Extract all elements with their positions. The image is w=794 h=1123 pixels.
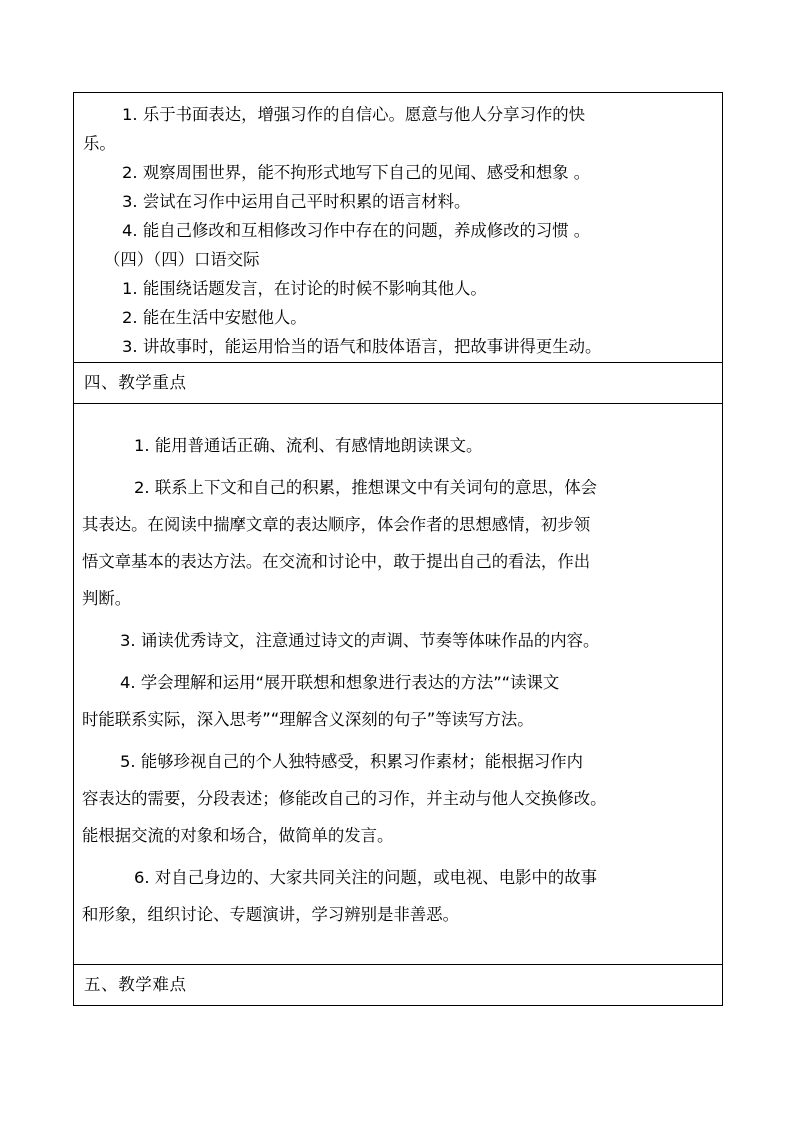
table-row [74,965,723,1006]
table-row [74,93,723,363]
key-point-1: 1. 能用普通话正确、流利、有感情地朗读课文。 [134,436,483,455]
section-four-content-cell [74,404,723,965]
section-three-goals-cell [74,93,723,363]
goal-writing-1: 1. 乐于书面表达，增强习作的自信心。愿意与他人分享习作的快 [122,105,585,124]
section-five-heading: 五、教学难点 [84,975,187,994]
key-point-6-cont: 和形象，组织讨论、专题演讲，学习辨别是非善恶。 [82,905,459,924]
goal-writing-2: 2. 观察周围世界，能不拘形式地写下自己的见闻、感受和想象 。 [122,163,591,182]
goal-writing-4: 4. 能自己修改和互相修改习作中存在的问题，养成修改的习惯 。 [122,221,591,240]
key-point-2-cont-a: 其表达。在阅读中揣摩文章的表达顺序，体会作者的思想感情，初步领 [82,515,591,534]
section-five-heading-cell [74,965,723,1006]
section-four-heading-cell [74,363,723,404]
goal-oral-1: 1. 能围绕话题发言，在讨论的时候不影响其他人。 [122,279,487,298]
goal-oral-2: 2. 能在生活中安慰他人。 [122,308,307,327]
table-row [74,363,723,404]
key-point-6: 6. 对自己身边的、大家共同关注的问题，或电视、电影中的故事 [134,868,597,887]
key-point-2: 2. 联系上下文和自己的积累，推想课文中有关词句的意思，体会 [134,478,597,497]
goal-writing-3: 3. 尝试在习作中运用自己平时积累的语言材料。 [122,192,471,211]
goal-oral-3: 3. 讲故事时，能运用恰当的语气和肢体语言，把故事讲得更生动。 [122,337,602,356]
key-point-2-cont-b: 悟文章基本的表达方法。在交流和讨论中，敢于提出自己的看法，作出 [82,552,591,571]
lesson-plan-table [73,92,723,1006]
key-point-5-cont-b: 能根据交流的对象和场合，做简单的发言。 [82,826,394,845]
goal-writing-1-cont: 乐。 [83,134,116,153]
section-four-heading: 四、教学重点 [84,373,187,392]
key-point-3: 3. 诵读优秀诗文，注意通过诗文的声调、节奏等体味作品的内容。 [120,631,600,650]
key-point-2-cont-c: 判断。 [82,589,132,608]
table-row [74,404,723,965]
key-point-4-cont: 时能联系实际，深入思考”“理解含义深刻的句子”等读写方法。 [82,710,534,729]
key-point-5: 5. 能够珍视自己的个人独特感受，积累习作素材；能根据习作内 [120,752,583,771]
key-point-5-cont-a: 容表达的需要，分段表述；修能改自己的习作，并主动与他人交换修改。 [82,789,607,808]
key-point-4: 4. 学会理解和运用“展开联想和想象进行表达的方法”“读课文 [120,673,560,692]
oral-communication-heading: （四）（四）口语交际 [104,250,260,269]
